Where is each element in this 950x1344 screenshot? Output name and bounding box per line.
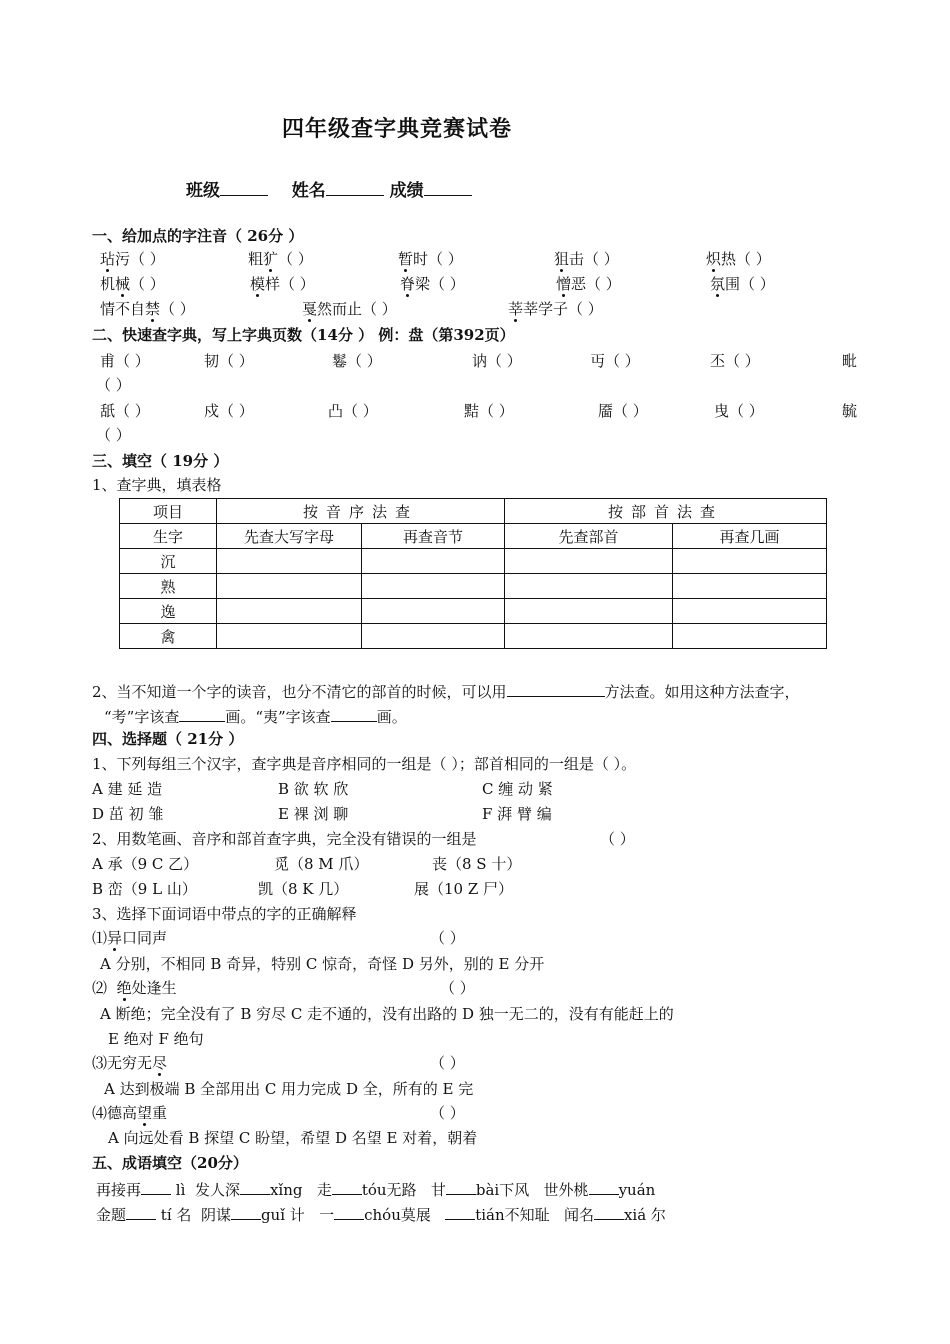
radical-blank-kao[interactable] <box>179 705 225 722</box>
class-label: 班级 <box>186 181 220 201</box>
pinyin-item: 炽热（ ） <box>706 250 771 268</box>
section-1-heading: 一、给加点的字注音（ 26分 ） <box>92 227 304 245</box>
lookup-item: 曳（ ） <box>714 402 764 420</box>
pinyin-item: 莘莘学子（ ） <box>508 300 603 318</box>
option-group: 觅（8 M 爪） <box>274 855 369 873</box>
lookup-item-paren: （ ） <box>96 376 131 394</box>
question-4-3: 3、选择下面词语中带点的字的正确解释 <box>92 905 357 923</box>
table-cell[interactable] <box>217 549 362 574</box>
option-group: C 缠 动 紧 <box>482 780 553 798</box>
pinyin-item: 暂时（ ） <box>398 250 463 268</box>
table-char: 逸 <box>120 599 217 624</box>
table-cell[interactable] <box>362 624 505 649</box>
table-header-item: 项目 <box>120 499 217 524</box>
section-2-heading: 二、快速查字典，写上字典页数（14分 ） 例：盘（第392页） <box>92 326 515 344</box>
method-blank[interactable] <box>507 680 605 697</box>
answer-paren: （ ） <box>440 979 475 997</box>
lookup-item: 鬈（ ） <box>332 352 382 370</box>
name-label: 姓名 <box>291 181 326 201</box>
question-3-2-cont: “考”字该查 画。“夷”字该查 画。 <box>104 705 407 727</box>
sub-question-options: E 绝对 F 绝句 <box>108 1030 204 1048</box>
table-row <box>120 624 827 649</box>
table-char: 熟 <box>120 574 217 599</box>
pinyin-item: 模样（ ） <box>250 275 315 293</box>
pinyin-item: 憎恶（ ） <box>556 275 621 293</box>
lookup-item: 毗 <box>842 352 858 370</box>
table-cell[interactable] <box>673 574 827 599</box>
lookup-item: 靥（ ） <box>598 402 648 420</box>
pinyin-item: 脊梁（ ） <box>400 275 465 293</box>
idiom-blank[interactable] <box>589 1178 619 1195</box>
option-group: B 峦（9 L 山） <box>92 880 197 898</box>
answer-paren: （ ） <box>430 1054 465 1072</box>
lookup-item: 讷（ ） <box>472 352 522 370</box>
option-group: A 建 延 造 <box>92 780 163 798</box>
option-group: D 茁 初 雏 <box>92 805 164 823</box>
table-cell[interactable] <box>362 549 505 574</box>
table-cell[interactable] <box>505 574 673 599</box>
class-blank[interactable] <box>220 179 268 196</box>
question-4-2: 2、用数笔画、音序和部首查字典，完全没有错误的一组是 <box>92 830 477 848</box>
table-cell[interactable] <box>673 599 827 624</box>
option-group: B 欲 软 欣 <box>278 780 349 798</box>
idiom-blank[interactable] <box>594 1203 624 1220</box>
answer-paren: （ ） <box>430 1104 465 1122</box>
table-subheader: 再查音节 <box>362 524 505 549</box>
question-3-1: 1、查字典，填表格 <box>92 476 222 494</box>
idiom-blank[interactable] <box>141 1178 171 1195</box>
table-subheader: 先查部首 <box>505 524 673 549</box>
table-cell[interactable] <box>505 624 673 649</box>
score-label: 成绩 <box>389 181 424 201</box>
table-cell[interactable] <box>217 624 362 649</box>
idiom-blank[interactable] <box>240 1178 270 1195</box>
question-3-2: 2、当不知道一个字的读音，也分不清它的部首的时候，可以用 方法查。如用这种方法查字， <box>92 680 800 702</box>
pinyin-item: 玷污（ ） <box>100 250 165 268</box>
pinyin-item: 粗犷（ ） <box>248 250 313 268</box>
idiom-row: 金题 tí 名 阴谋 guǐ 计 一 chóu莫展 tián不知耻 闻名 xiá 尔 <box>96 1203 666 1225</box>
student-info-line <box>186 176 472 201</box>
option-group: 展（10 Z 尸） <box>414 880 514 898</box>
idiom-blank[interactable] <box>334 1203 364 1220</box>
lookup-table <box>119 498 827 649</box>
table-cell[interactable] <box>362 599 505 624</box>
sub-question-options: A 达到极端 B 全部用出 C 用力完成 D 全，所有的 E 完 <box>104 1080 474 1098</box>
sub-question: ⑵ 绝处逢生 <box>92 979 177 997</box>
lookup-item: 舐（ ） <box>100 402 150 420</box>
lookup-item: 丕（ ） <box>710 352 760 370</box>
sub-question-options: A 分别，不相同 B 奇异，特别 C 惊奇，奇怪 D 另外，别的 E 分开 <box>100 955 545 973</box>
pinyin-item: 戛然而止（ ） <box>302 300 397 318</box>
pinyin-item: 狙击（ ） <box>554 250 619 268</box>
lookup-item: 黠（ ） <box>464 402 514 420</box>
option-group: A 承（9 C 乙） <box>92 855 199 873</box>
lookup-item: 丏（ ） <box>590 352 640 370</box>
table-row <box>120 574 827 599</box>
name-blank[interactable] <box>326 179 384 196</box>
pinyin-item: 氛围（ ） <box>710 275 775 293</box>
section-3-heading: 三、填空（ 19分 ） <box>92 452 229 470</box>
table-cell[interactable] <box>673 549 827 574</box>
section-5-heading: 五、成语填空（20分） <box>92 1154 248 1172</box>
question-4-1: 1、下列每组三个汉字，查字典是音序相同的一组是（ ）；部首相同的一组是（ ）。 <box>92 755 637 773</box>
lookup-item-paren: （ ） <box>96 426 131 444</box>
table-header-radical-method: 按部首法查 <box>505 499 827 524</box>
answer-paren: （ ） <box>430 929 465 947</box>
table-char: 沉 <box>120 549 217 574</box>
table-subheader: 再查几画 <box>673 524 827 549</box>
table-row <box>120 599 827 624</box>
sub-question: ⑴异口同声 <box>92 929 168 947</box>
table-cell[interactable] <box>505 549 673 574</box>
option-group: F 湃 臂 编 <box>482 805 552 823</box>
table-char: 禽 <box>120 624 217 649</box>
table-header-pinyin-method: 按音序法查 <box>217 499 505 524</box>
section-4-heading: 四、选择题（ 21分 ） <box>92 730 244 748</box>
sub-question-options: A 向远处看 B 探望 C 盼望，希望 D 名望 E 对着，朝着 <box>108 1129 478 1147</box>
exam-title: 四年级查字典竞赛试卷 <box>282 116 513 142</box>
lookup-item: 甫（ ） <box>100 352 150 370</box>
table-cell[interactable] <box>673 624 827 649</box>
idiom-blank[interactable] <box>446 1178 476 1195</box>
option-group: E 裸 浏 聊 <box>278 805 349 823</box>
lookup-item: 戍（ ） <box>204 402 254 420</box>
score-blank[interactable] <box>424 179 472 196</box>
sub-question: ⑷德高望重 <box>92 1104 168 1122</box>
pinyin-item: 机械（ ） <box>100 275 165 293</box>
idiom-blank[interactable] <box>231 1203 261 1220</box>
table-cell[interactable] <box>505 599 673 624</box>
pinyin-item: 情不自禁（ ） <box>100 300 195 318</box>
sub-question-options: A 断绝；完全没有了 B 穷尽 C 走不通的，没有出路的 D 独一无二的，没有有能赶上的 <box>100 1005 674 1023</box>
radical-blank-yi[interactable] <box>331 705 377 722</box>
option-group: 丧（8 S 十） <box>432 855 522 873</box>
table-cell[interactable] <box>362 574 505 599</box>
lookup-item: 毓 <box>842 402 858 420</box>
sub-question: ⑶无穷无尽 <box>92 1054 168 1072</box>
lookup-item: 凸（ ） <box>328 402 378 420</box>
answer-paren: （ ） <box>600 830 635 848</box>
idiom-blank[interactable] <box>332 1178 362 1195</box>
table-subheader: 先查大写字母 <box>217 524 362 549</box>
option-group: 凯（8 K 几） <box>258 880 349 898</box>
table-cell[interactable] <box>217 574 362 599</box>
idiom-blank[interactable] <box>126 1203 156 1220</box>
table-row <box>120 549 827 574</box>
idiom-blank[interactable] <box>445 1203 475 1220</box>
lookup-item: 韧（ ） <box>204 352 254 370</box>
table-cell[interactable] <box>217 599 362 624</box>
idiom-row: 再接再 lì 发人深 xǐng 走 tóu无路 甘 bài下风 世外桃 yuán <box>96 1178 655 1200</box>
table-header-char: 生字 <box>120 524 217 549</box>
